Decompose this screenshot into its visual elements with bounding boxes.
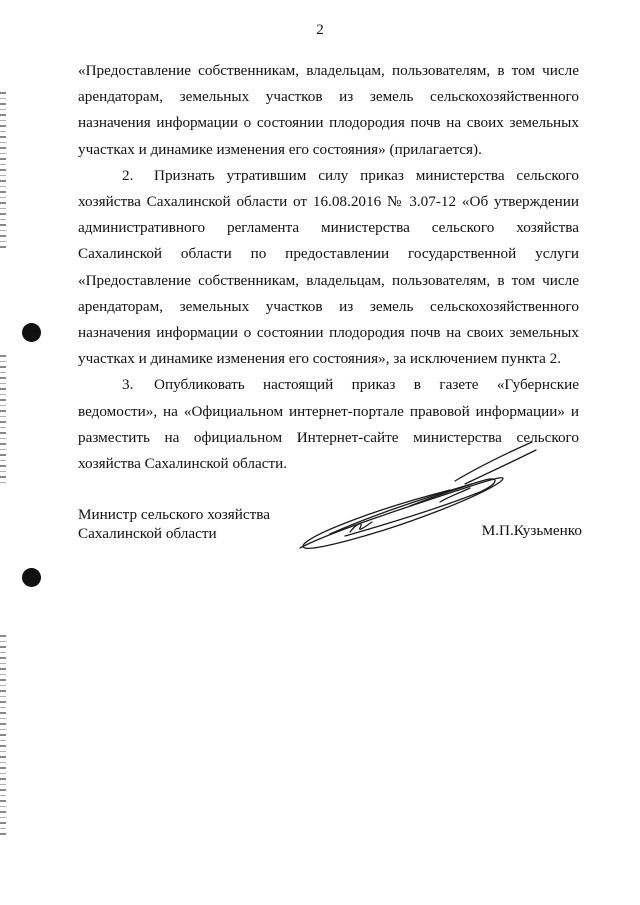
scan-edge-lower: [0, 635, 6, 835]
paragraph-2-number: 2.: [122, 166, 134, 184]
punch-hole-upper: [22, 323, 41, 342]
page-number: 2: [316, 22, 324, 38]
paragraph-3-text: Опубликовать настоящий приказ в газете «Губернские ведомости», на «Официальном интернет-портале правовой информации» и разместить на официальном Интернет-сайте министерства сельского хозяйства Сахалинской области.: [78, 376, 579, 473]
paragraph-continuation: «Предоставление собственникам, владельцам, пользователям, в том числе арендаторам, земельных участков из земель сельскохозяйственного назначения информации о состоянии плодородия почв на своих земельных участках и динамике изменения его состояния» (прилагается).: [78, 62, 579, 158]
signatory-title-line2: Сахалинской области: [78, 525, 217, 542]
signatory-title: [78, 505, 270, 543]
paragraph-3: [78, 372, 579, 477]
signatory-name: М.П.Кузьменко: [481, 522, 582, 539]
punch-hole-lower: [22, 568, 41, 587]
paragraph-2: [78, 163, 579, 373]
paragraph-2-text: Признать утратившим силу приказ министерства сельского хозяйства Сахалинской области от 16.08.2016 № 3.07-12 «Об утверждении административного регламента министерства сельского хозяйства Сахалинской области по предоставлении государственной услуги «Предоставление собственникам, владельцам, пользователям, в том числе арендаторам, земельных участков из земель сельскохозяйственного назначения информации о состоянии плодородия почв на своих земельных участках и динамике изменения его состояния», за исключением пункта 2.: [78, 166, 579, 368]
signatory-title-line1: Министр сельского хозяйства: [78, 506, 271, 523]
scan-edge-middle: [0, 355, 6, 485]
scan-edge-upper: [0, 92, 6, 252]
document-body: [78, 58, 579, 477]
paragraph-3-number: 3.: [122, 376, 134, 394]
